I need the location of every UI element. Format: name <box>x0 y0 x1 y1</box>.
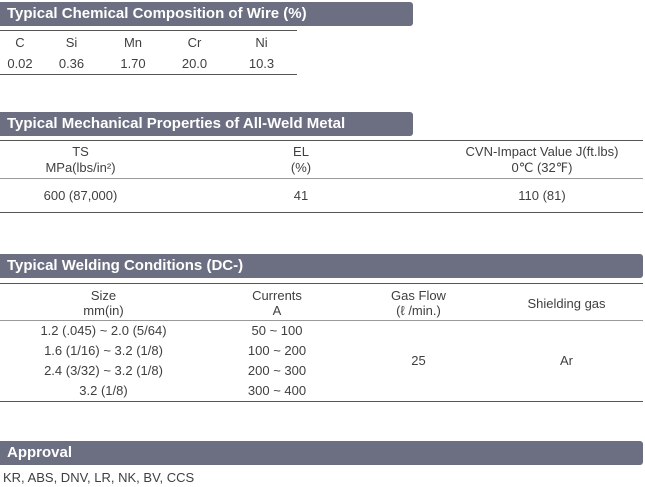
chem-table-wrap <box>0 31 297 73</box>
weld-header-currents <box>207 286 347 320</box>
mech-table-wrap <box>0 142 643 178</box>
chem-header-mn: Mn <box>123 34 143 50</box>
mech-value-wrap <box>0 183 643 207</box>
weld-row <box>0 320 643 340</box>
weld-gas-flow-value: 25 <box>411 352 426 368</box>
chem-value-row <box>0 53 297 73</box>
weld-shielding-gas-value: Ar <box>560 352 573 368</box>
weld-header-currents-line1: Currents <box>252 288 302 303</box>
weld-header-size-line1: Size <box>90 288 117 303</box>
mech-header-el-line1: EL <box>293 144 309 159</box>
chem-header-c: C <box>15 34 25 50</box>
weld-row-size: 2.4 (3/32) ~ 3.2 (1/8) <box>44 362 163 378</box>
weld-body-wrap <box>0 320 643 400</box>
weld-header-gasflow <box>347 286 490 320</box>
mech-header-cvn-line1: CVN-Impact Value J(ft.lbs) <box>465 144 619 159</box>
chem-value-c: 0.02 <box>7 55 33 71</box>
chem-header-si: Si <box>65 34 78 50</box>
mech-header-cvn <box>441 142 643 178</box>
weld-table <box>0 286 643 320</box>
weld-section-title: Typical Welding Conditions (DC-) <box>0 254 643 278</box>
chem-table <box>0 31 297 73</box>
weld-table-wrap <box>0 286 643 320</box>
mech-header-cvn-line2: 0℃ (32℉) <box>511 160 573 175</box>
weld-header-row <box>0 286 643 320</box>
mech-header-ts-line2: MPa(lbs/in²) <box>45 160 116 175</box>
chem-header-cr: Cr <box>187 34 202 50</box>
chem-value-cr: 20.0 <box>181 55 208 71</box>
weld-row-current: 100 ~ 200 <box>247 342 307 358</box>
approval-section-title: Approval <box>0 441 643 465</box>
weld-header-shielding: Shielding gas <box>527 295 606 311</box>
weld-header-gasflow-line1: Gas Flow <box>391 288 446 303</box>
chem-value-si: 0.36 <box>58 55 85 71</box>
mech-header-el-line2: (%) <box>290 160 312 175</box>
mech-mid-rule <box>0 178 643 179</box>
mech-value-el: 41 <box>293 187 309 203</box>
mech-value-row <box>0 183 643 207</box>
chem-bottom-rule <box>0 74 297 75</box>
mech-bottom-rule <box>0 212 643 213</box>
weld-bottom-rule <box>0 401 643 402</box>
chem-value-mn: 1.70 <box>120 55 146 71</box>
mech-header-el <box>161 142 441 178</box>
weld-row-size: 3.2 (1/8) <box>79 382 128 398</box>
chem-section-title: Typical Chemical Composition of Wire (%) <box>0 2 413 26</box>
mech-value-ts: 600 (87,000) <box>43 187 118 203</box>
chem-header-row <box>0 31 297 53</box>
weld-row-current: 300 ~ 400 <box>247 382 307 398</box>
weld-header-gasflow-line2: (ℓ /min.) <box>396 303 441 318</box>
mech-header-row <box>0 142 643 178</box>
weld-row-size: 1.2 (.045) ~ 2.0 (5/64) <box>40 322 167 338</box>
weld-body-table <box>0 320 643 400</box>
mech-value-cvn: 110 (81) <box>518 187 566 203</box>
approval-list: KR, ABS, DNV, LR, NK, BV, CCS <box>3 470 195 485</box>
weld-row-current: 50 ~ 100 <box>251 322 303 338</box>
mech-value-table <box>0 183 643 207</box>
weld-top-rule <box>0 283 643 284</box>
weld-row-size: 1.6 (1/16) ~ 3.2 (1/8) <box>44 342 163 358</box>
mech-header-ts <box>0 142 161 178</box>
mech-table <box>0 142 643 178</box>
weld-header-size <box>0 286 207 320</box>
weld-header-size-line2: mm(in) <box>83 303 124 318</box>
mech-top-rule <box>0 140 643 141</box>
chem-value-ni: 10.3 <box>248 55 275 71</box>
weld-header-currents-line2: A <box>272 303 282 318</box>
mech-header-ts-line1: TS <box>72 144 89 159</box>
chem-header-ni: Ni <box>255 34 268 50</box>
weld-row-current: 200 ~ 300 <box>247 362 307 378</box>
mech-section-title: Typical Mechanical Properties of All-Weld Metal <box>0 112 413 136</box>
